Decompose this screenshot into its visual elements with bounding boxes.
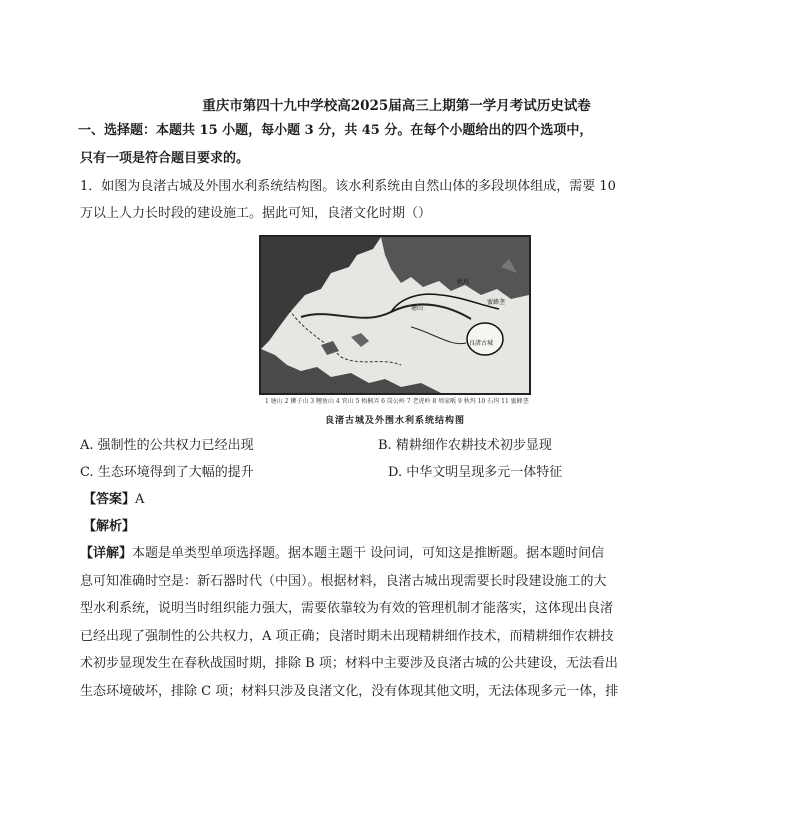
question-1-stem-line2: 万以上人力长时段的建设施工。据此可知，良渚文化时期（） — [80, 206, 432, 221]
map-label-qiuwu: 秋坞 — [457, 279, 470, 286]
detail-line-6: 生态环境破坏，排除 C 项；材料只涉及良渚文化，没有体现其他文明，无法体现多元一体，排 — [80, 684, 619, 699]
detail-line-1 — [80, 545, 604, 563]
detail-line-1-text: 本题是单类型单项选择题。据本题主题干 设问词，可知这是推断题。据本题时间信 — [132, 546, 605, 561]
answer-value: A — [135, 492, 145, 507]
section-instruction-line2: 只有一项是符合题目要求的。 — [80, 151, 250, 166]
option-b: B. 精耕细作农耕技术初步显现 — [378, 438, 552, 453]
section-instruction-line1: 一、选择题：本题共 15 小题，每小题 3 分，共 45 分。在每个小题给出的四个选项中， — [78, 123, 593, 138]
detail-line-2: 息可知准确时空是：新石器时代（中国）。根据材料，良渚古城出现需要长时段建设施工的大 — [80, 574, 607, 589]
detail-line-5: 术初步显现发生在春秋战国时期，排除 B 项；材料中主要涉及良渚古城的公共建设，无法看出 — [80, 656, 618, 671]
map-caption: 良渚古城及外围水利系统结构图 — [324, 416, 465, 426]
liangzhu-map-figure — [259, 235, 531, 427]
exam-title: 重庆市第四十九中学校高2025届高三上期第一学月考试历史试卷 — [202, 98, 591, 114]
analysis-label: 【解析】 — [83, 519, 136, 534]
detail-tag: 【详解】 — [80, 546, 133, 561]
answer-line — [83, 491, 144, 509]
answer-label: 【答案】 — [83, 492, 136, 507]
map-label-mifenglong: 蜜蜂垄 — [487, 299, 506, 306]
map-label-city: 良渚古城 — [469, 340, 494, 347]
option-d: D. 中华文明呈现多元一体特征 — [388, 465, 563, 480]
option-a: A. 强制性的公共权力已经出现 — [80, 438, 254, 453]
question-1-stem-line1: 1．如图为良渚古城及外围水利系统结构图。该水利系统由自然山体的多段坝体组成，需要 10 — [80, 179, 616, 194]
map-drawing — [261, 237, 529, 393]
map-legend: 1 塘山 2 狮子山 3 鲤鱼山 4 官山 5 梧桐弄 6 岗公岭 7 老虎岭 8 周家畈 9 秋坞 10 石坞 11 蜜蜂垄 — [265, 398, 529, 405]
option-c: C. 生态环境得到了大幅的提升 — [80, 465, 254, 480]
detail-line-4: 已经出现了强制性的公共权力，A 项正确；良渚时期未出现精耕细作技术，而精耕细作农耕技 — [80, 629, 614, 644]
detail-line-3: 型水利系统，说明当时组织能力强大，需要依靠较为有效的管理机制才能落实，这体现出良渚 — [80, 601, 614, 616]
map-image — [259, 235, 531, 395]
map-label-tangshan: 塘山 — [411, 305, 424, 312]
